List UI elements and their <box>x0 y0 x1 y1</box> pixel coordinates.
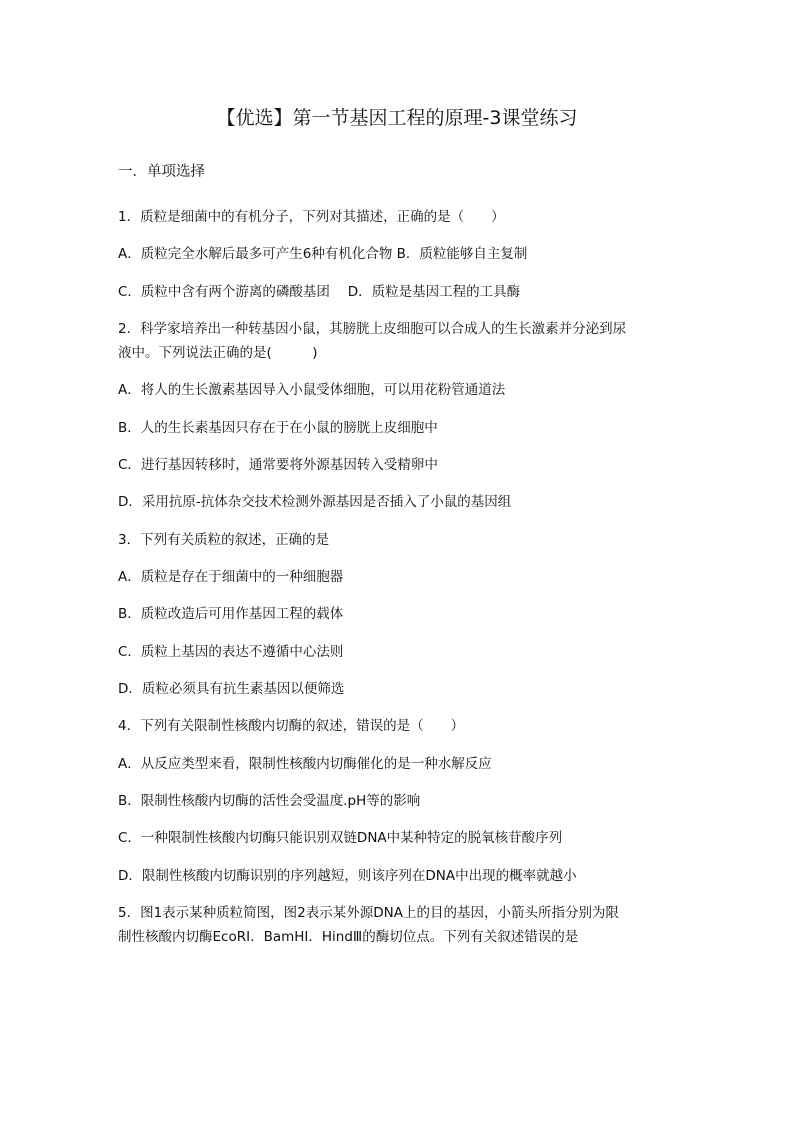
section-heading: 一．单项选择 <box>118 164 205 180</box>
question-1-option-cd: C．质粒中含有两个游离的磷酸基团 D．质粒是基因工程的工具酶 <box>118 284 521 300</box>
page-title: 【优选】第一节基因工程的原理-3课堂练习 <box>216 107 578 129</box>
question-2-option-d: D．采用抗原-抗体杂交技术检测外源基因是否插入了小鼠的基因组 <box>118 494 512 510</box>
question-2-option-a: A．将人的生长激素基因导入小鼠受体细胞，可以用花粉管通道法 <box>118 382 506 398</box>
question-5-stem-line-1: 5．图1表示某种质粒简图，图2表示某外源DNA上的目的基因，小箭头所指分别为限 <box>118 905 619 921</box>
question-4-stem: 4．下列有关限制性核酸内切酶的叙述，错误的是（ ） <box>118 718 465 734</box>
question-3-stem: 3．下列有关质粒的叙述，正确的是 <box>118 532 330 548</box>
question-3-option-d: D．质粒必须具有抗生素基因以便筛选 <box>118 681 345 697</box>
question-4-option-c: C．一种限制性核酸内切酶只能识别双链DNA中某种特定的脱氧核苷酸序列 <box>118 830 563 846</box>
question-2-option-b: B．人的生长素基因只存在于在小鼠的膀胱上皮细胞中 <box>118 420 438 436</box>
question-3-option-a: A．质粒是存在于细菌中的一种细胞器 <box>118 569 344 585</box>
question-4-option-a: A．从反应类型来看，限制性核酸内切酶催化的是一种水解反应 <box>118 756 492 772</box>
question-3-option-c: C．质粒上基因的表达不遵循中心法则 <box>118 644 344 660</box>
question-5-stem-line-2: 制性核酸内切酶EcoRⅠ．BamHⅠ．HindⅢ的酶切位点。下列有关叙述错误的是 <box>118 929 579 945</box>
question-1-stem: 1．质粒是细菌中的有机分子，下列对其描述，正确的是（ ） <box>118 209 505 225</box>
question-4-option-b: B．限制性核酸内切酶的活性会受温度.pH等的影响 <box>118 793 421 809</box>
question-1-option-ab: A．质粒完全水解后最多可产生6种有机化合物 B．质粒能够自主复制 <box>118 246 528 262</box>
question-3-option-b: B．质粒改造后可用作基因工程的载体 <box>118 606 344 622</box>
question-2-stem-line-2: 液中。下列说法正确的是( ) <box>118 345 318 361</box>
question-4-option-d: D．限制性核酸内切酶识别的序列越短，则该序列在DNA中出现的概率就越小 <box>118 868 577 884</box>
question-2-option-c: C．进行基因转移时，通常要将外源基因转入受精卵中 <box>118 457 438 473</box>
question-2-stem-line-1: 2．科学家培养出一种转基因小鼠，其膀胱上皮细胞可以合成人的生长激素并分泌到尿 <box>118 321 627 337</box>
